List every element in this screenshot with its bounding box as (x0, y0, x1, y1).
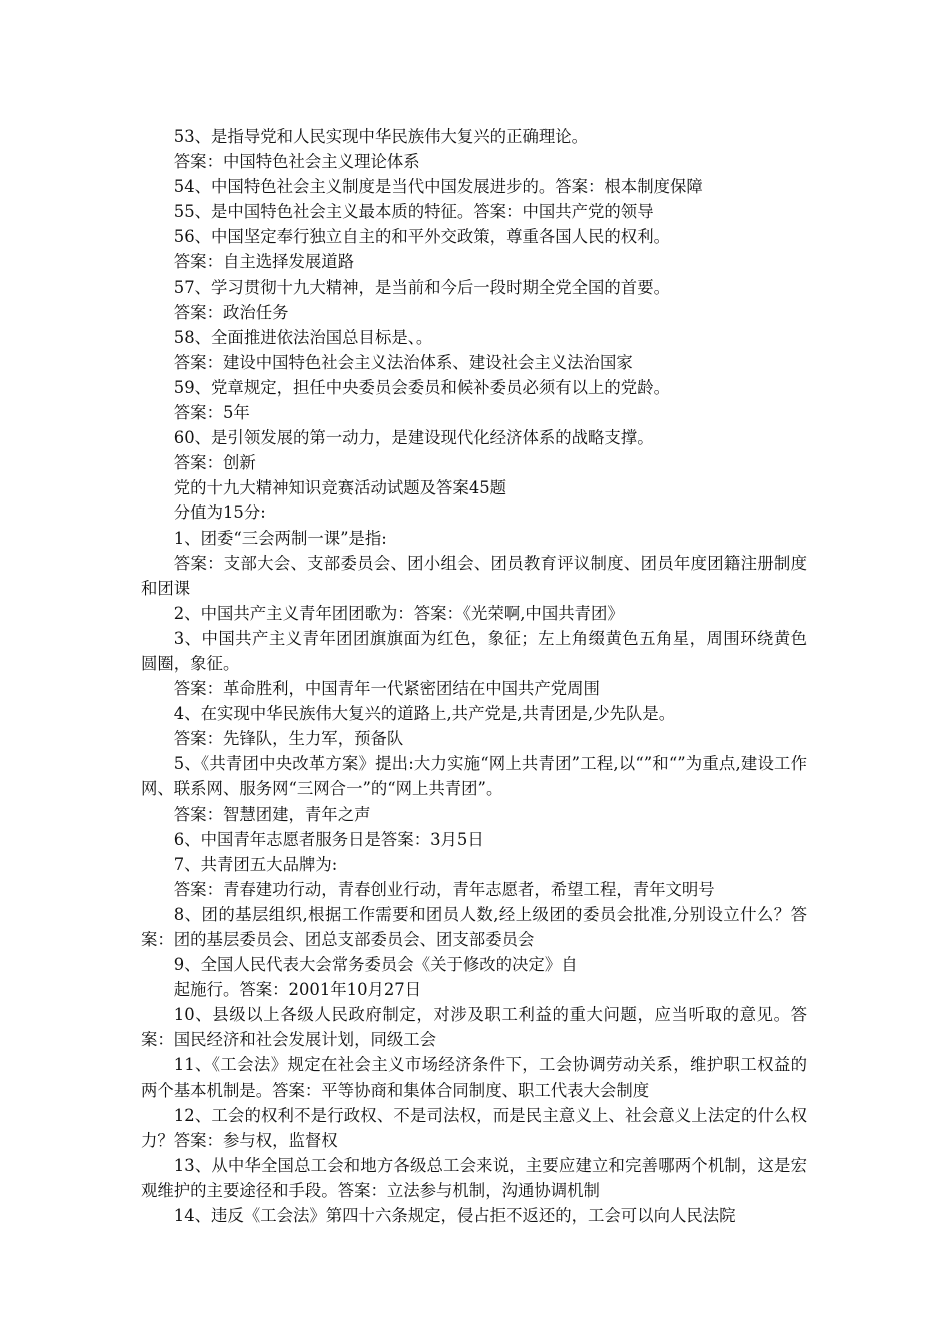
paragraph-q4: 4、在实现中华民族伟大复兴的道路上,共产党是,共青团是,少先队是。 (173, 704, 676, 724)
paragraph-a4: 答案：先锋队，生力军，预备队 (173, 729, 404, 749)
paragraph-q6: 6、中国青年志愿者服务日是答案：3月5日 (173, 829, 484, 849)
section-score: 分值为15分: (173, 503, 266, 523)
paragraph-q13: 13、从中华全国总工会和地方各级总工会来说，主要应建立和完善哪两个机制，这是宏观维护的主要途径和手段。答案：立法参与机制，沟通协调机制 (141, 1155, 807, 1200)
paragraph-q57: 57、学习贯彻十九大精神，是当前和今后一段时期全党全国的首要。 (173, 277, 670, 297)
paragraph-q53: 53、是指导党和人民实现中华民族伟大复兴的正确理论。 (173, 127, 589, 146)
paragraph-q9-continued: 起施行。答案：2001年10月27日 (173, 980, 422, 1000)
paragraph-q12: 12、工会的权利不是行政权、不是司法权，而是民主意义上、社会意义上法定的什么权力？答案：参与权，监督权 (141, 1105, 807, 1150)
paragraph-q10: 10、县级以上各级人民政府制定，对涉及职工利益的重大问题，应当听取的意见。答案：国民经济和社会发展计划，同级工会 (141, 1005, 807, 1050)
paragraph-q59: 59、党章规定，担任中央委员会委员和候补委员必须有以上的党龄。 (173, 377, 670, 397)
paragraph-a60: 答案：创新 (173, 453, 256, 473)
paragraph-q11: 11、《工会法》规定在社会主义市场经济条件下，工会协调劳动关系，维护职工权益的两个基本机制是。答案：平等协商和集体合同制度、职工代表大会制度 (141, 1055, 807, 1100)
paragraph-a3: 答案：革命胜利，中国青年一代紧密团结在中国共产党周围 (173, 679, 600, 699)
paragraph-q1: 1、团委“三会两制一课”是指: (173, 528, 387, 548)
paragraph-q58: 58、全面推进依法治国总目标是、。 (173, 327, 433, 347)
paragraph-q55: 55、是中国特色社会主义最本质的特征。答案：中国共产党的领导 (173, 202, 654, 222)
paragraph-a1: 答案：支部大会、支部委员会、团小组会、团员教育评议制度、团员年度团籍注册制度和团课 (141, 553, 807, 598)
paragraph-a56: 答案：自主选择发展道路 (173, 252, 355, 272)
paragraph-q5: 5、《共青团中央改革方案》提出:大力实施“网上共青团”工程,以“”和“”为重点,建设工作网、联系网、服务网“三网合一”的“网上共青团”。 (141, 754, 807, 799)
paragraph-q7: 7、共青团五大品牌为: (173, 854, 338, 874)
paragraph-q9: 9、全国人民代表大会常务委员会《关于修改的决定》自 (173, 955, 578, 975)
paragraph-a57: 答案：政治任务 (173, 302, 289, 322)
paragraph-a5: 答案：智慧团建，青年之声 (173, 804, 371, 824)
paragraph-a58: 答案：建设中国特色社会主义法治体系、建设社会主义法治国家 (173, 352, 633, 372)
paragraph-q54: 54、中国特色社会主义制度是当代中国发展进步的。答案：根本制度保障 (173, 177, 703, 197)
paragraph-q14: 14、违反《工会法》第四十六条规定，侵占拒不返还的，工会可以向人民法院 (173, 1206, 736, 1226)
paragraph-q3: 3、中国共产主义青年团团旗旗面为红色，象征；左上角缀黄色五角星，周围环绕黄色圆圈，象征。 (141, 628, 807, 673)
paragraph-a7: 答案：青春建功行动，青春创业行动，青年志愿者，希望工程，青年文明号 (173, 879, 715, 899)
paragraph-q8: 8、团的基层组织,根据工作需要和团员人数,经上级团的委员会批准,分别设立什么？答案：团的基层委员会、团总支部委员会、团支部委员会 (141, 904, 807, 949)
paragraph-q56: 56、中国坚定奉行独立自主的和平外交政策，尊重各国人民的权利。 (173, 227, 670, 247)
paragraph-q60: 60、是引领发展的第一动力，是建设现代化经济体系的战略支撑。 (173, 428, 654, 448)
document-page (141, 124, 807, 1228)
section-heading: 党的十九大精神知识竞赛活动试题及答案45题 (173, 478, 507, 498)
paragraph-q2: 2、中国共产主义青年团团歌为：答案：《光荣啊,中国共青团》 (173, 603, 624, 623)
paragraph-a53: 答案：中国特色社会主义理论体系 (173, 152, 420, 172)
paragraph-a59: 答案：5年 (173, 403, 250, 423)
